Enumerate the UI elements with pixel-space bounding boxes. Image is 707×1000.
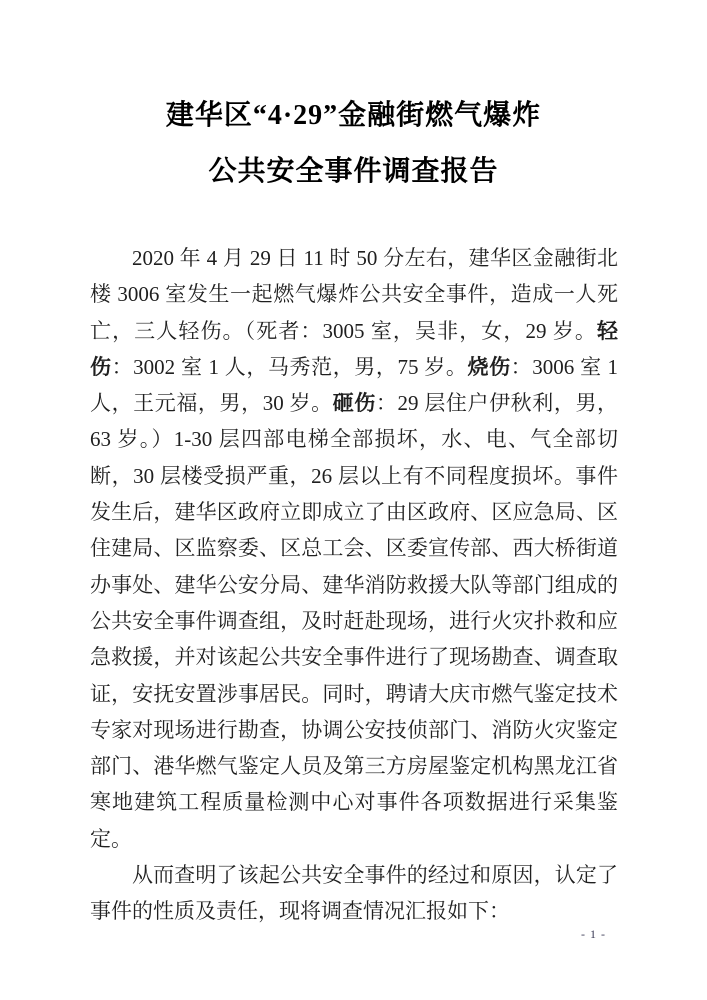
text-run: 从而查明了该起公共安全事件的经过和原因，认定了事件的性质及责任，现将调查情况汇报如下： bbox=[90, 863, 618, 924]
paragraph bbox=[90, 857, 618, 930]
document-title bbox=[0, 0, 707, 200]
paragraph bbox=[90, 240, 618, 857]
bold-text-run: 烧伤 bbox=[467, 354, 511, 379]
text-run: ：29 层住户伊秋利，男，63 岁。）1-30 层四部电梯全部损坏，水、电、气全部切断，30 层楼受损严重，26 层以上有不同程度损坏。事件发生后，建华区政府立即成立了由区政府、区应急局、区住建局、区监察委、区总工会、区委宣传部、西大桥街道办事处、建华公安分局、建华消防救援大队等部门组成的公共安全事件调查组，及时赶赴现场，进行火灾扑救和应急救援，并对该起公共安全事件进行了现场勘查、调查取证，安抚安置涉事居民。同时，聘请大庆市燃气鉴定技术专家对现场进行勘查，协调公安技侦部门、消防火灾鉴定部门、港华燃气鉴定人员及第三方房屋鉴定机构黑龙江省寒地建筑工程质量检测中心对事件各项数据进行采集鉴定。 bbox=[90, 391, 619, 851]
text-run: ：3006 室 1 人，王元福，男，30 岁。 bbox=[90, 354, 619, 416]
document-body bbox=[90, 240, 618, 930]
document-title-line-1: 建华区“4·29”金融街燃气爆炸 bbox=[165, 100, 542, 131]
text-run: ：3002 室 1 人，马秀范，男，75 岁。 bbox=[111, 354, 468, 379]
bold-text-run: 砸伤 bbox=[332, 391, 376, 416]
bold-text-run: 轻伤 bbox=[90, 318, 618, 379]
document-title-line-2: 公共安全事件调查报告 bbox=[208, 156, 499, 187]
text-run: 2020 年 4 月 29 日 11 时 50 分左右，建华区金融街北楼 3006 室发生一起燃气爆炸公共安全事件，造成一人死亡，三人轻伤。（死者：3005 室，吴非，女，29 岁。 bbox=[90, 246, 618, 343]
page-number: - 1 - bbox=[581, 927, 606, 941]
